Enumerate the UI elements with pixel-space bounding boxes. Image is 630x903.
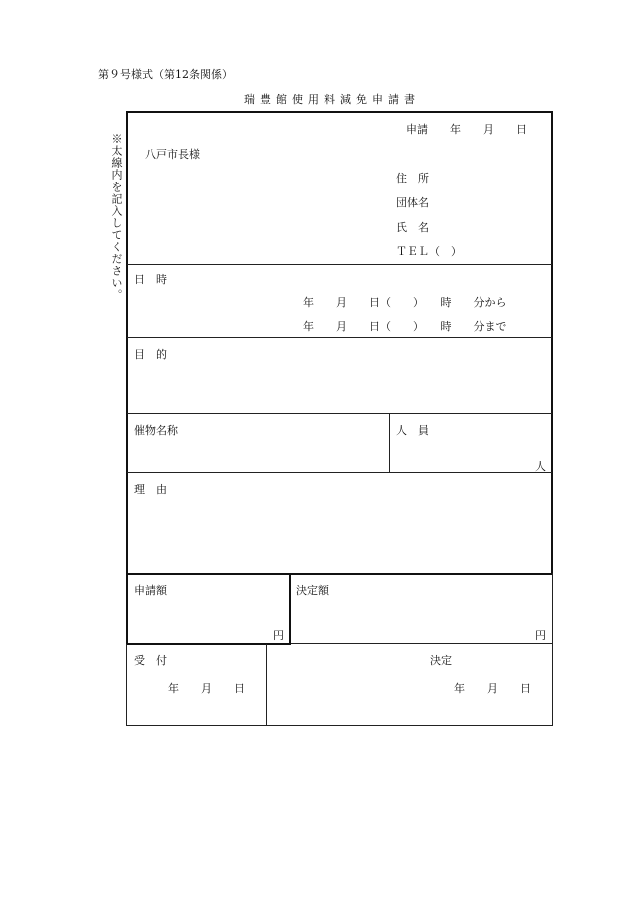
group-name-field[interactable]: 団体名 bbox=[396, 196, 429, 209]
divider bbox=[127, 472, 552, 473]
datetime-to-field[interactable]: 年 月 日（ ） 時 分まで bbox=[303, 320, 507, 333]
application-date[interactable]: 申請 年 月 日 bbox=[406, 123, 527, 136]
divider bbox=[389, 413, 390, 472]
divider bbox=[552, 573, 553, 725]
tel-field[interactable]: ＴＥＬ（ ） bbox=[396, 245, 462, 258]
decision-date: 年 月 日 bbox=[454, 682, 531, 695]
requested-amount-label: 申請額 bbox=[134, 584, 167, 597]
divider bbox=[291, 643, 553, 644]
decided-amount-unit: 円 bbox=[535, 629, 546, 642]
form-title: 瑞豊館使用料減免申請書 bbox=[244, 93, 420, 106]
purpose-label: 目 的 bbox=[134, 348, 167, 361]
purpose-field[interactable] bbox=[128, 360, 550, 410]
received-date: 年 月 日 bbox=[168, 682, 245, 695]
received-label: 受 付 bbox=[134, 654, 167, 667]
decided-amount-label: 決定額 bbox=[296, 584, 329, 597]
fill-instruction-note: ※太線内を記入してください。 bbox=[110, 133, 123, 301]
addressee: 八戸市長様 bbox=[145, 148, 200, 161]
divider bbox=[126, 725, 553, 726]
divider bbox=[126, 644, 127, 725]
reason-field[interactable] bbox=[128, 496, 550, 570]
requested-amount-field[interactable]: 円 bbox=[273, 629, 284, 642]
event-name-label: 催物名称 bbox=[134, 424, 178, 437]
divider bbox=[127, 264, 552, 265]
name-field[interactable]: 氏 名 bbox=[396, 221, 429, 234]
divider bbox=[266, 644, 267, 725]
people-label: 人 員 bbox=[396, 424, 429, 437]
decision-label: 決定 bbox=[430, 654, 452, 667]
form-number-label: 第９号様式（第12条関係） bbox=[98, 68, 233, 81]
people-unit[interactable]: 人 bbox=[535, 460, 546, 473]
datetime-label: 日 時 bbox=[134, 273, 167, 286]
datetime-from-field[interactable]: 年 月 日（ ） 時 分から bbox=[303, 296, 507, 309]
address-field[interactable]: 住 所 bbox=[396, 172, 429, 185]
divider bbox=[127, 337, 552, 338]
divider bbox=[127, 413, 552, 414]
reason-label: 理 由 bbox=[134, 483, 167, 496]
event-name-field[interactable] bbox=[128, 438, 386, 470]
